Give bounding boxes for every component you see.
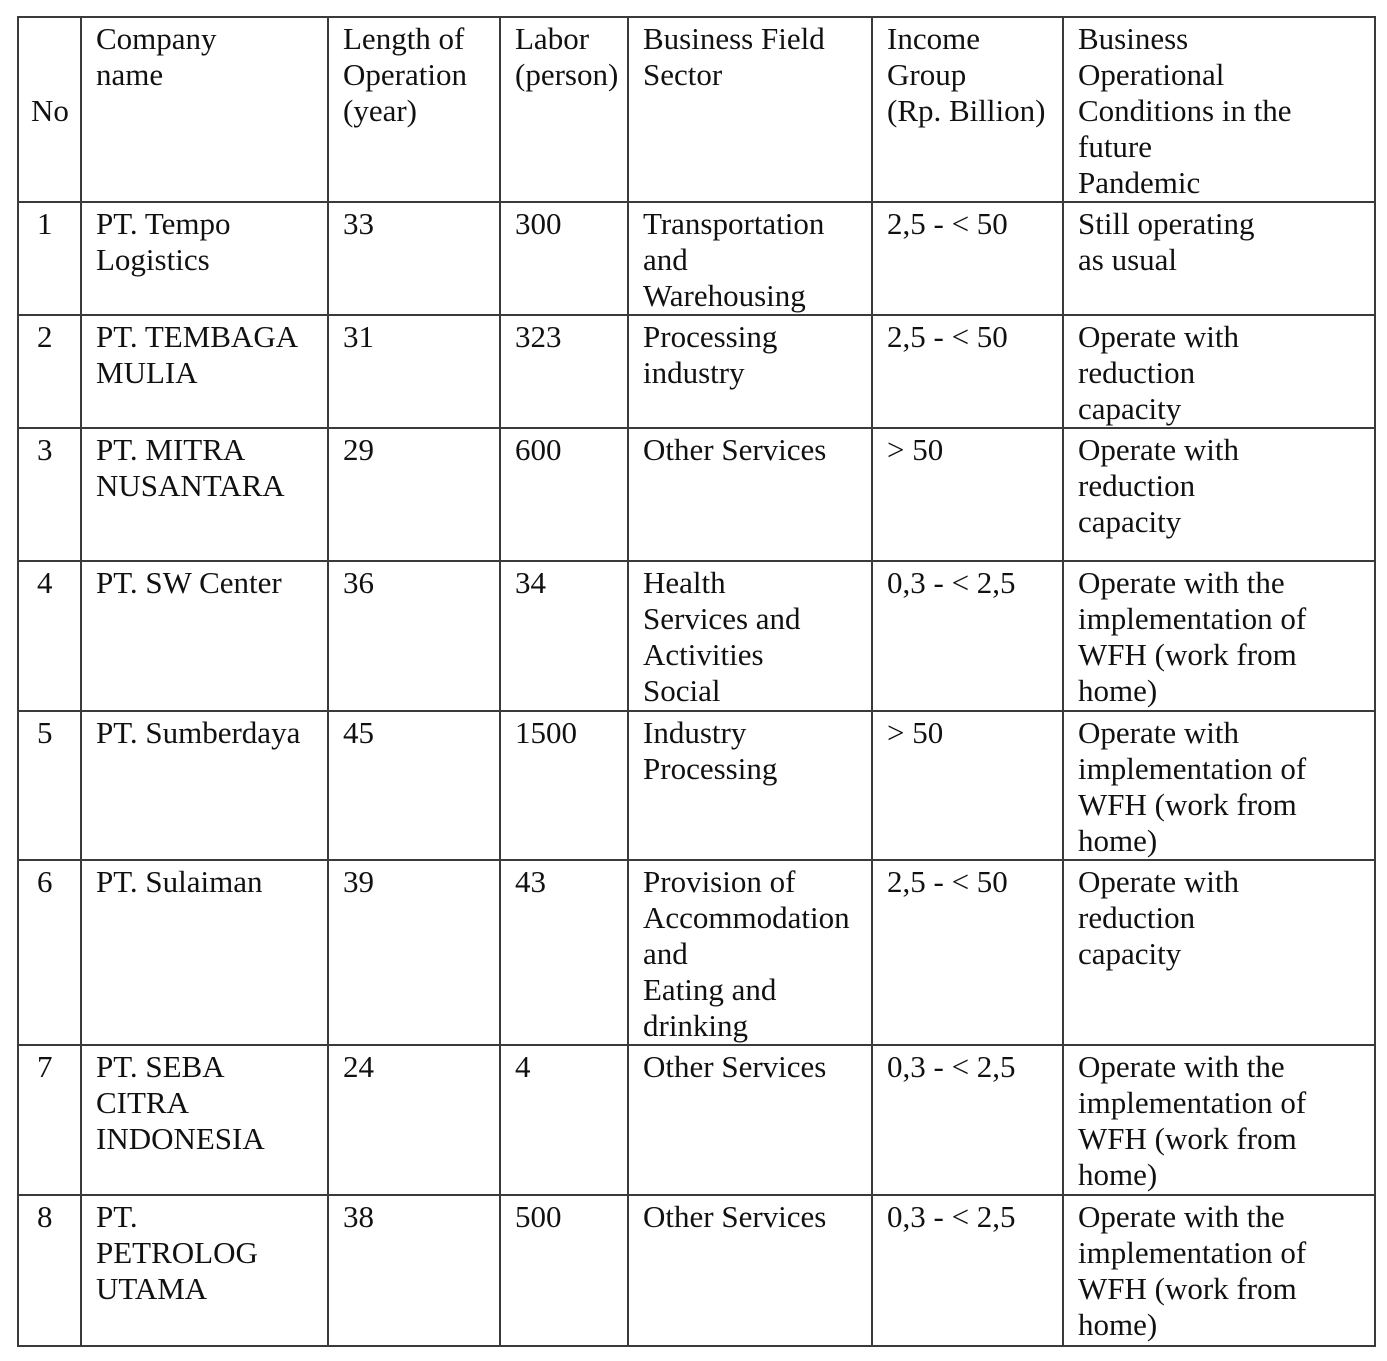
table-row <box>18 1045 1375 1195</box>
table-row <box>18 202 1375 315</box>
header-company-name: Company name <box>81 17 328 202</box>
table-row <box>18 1195 1375 1346</box>
cell-income-group: > 50 <box>872 711 1063 860</box>
header-length-of-operation: Length of Operation (year) <box>328 17 500 202</box>
cell-operational-condition: Operate with the implementation of WFH (work from home) <box>1063 1045 1375 1195</box>
cell-no: 3 <box>18 428 81 561</box>
cell-no: 4 <box>18 561 81 711</box>
cell-company-name: PT. SW Center <box>81 561 328 711</box>
cell-operational-condition: Operate with reduction capacity <box>1063 428 1375 561</box>
cell-income-group: 2,5 - < 50 <box>872 860 1063 1045</box>
cell-length-of-operation: 31 <box>328 315 500 428</box>
cell-company-name: PT. MITRA NUSANTARA <box>81 428 328 561</box>
cell-operational-condition: Operate with implementation of WFH (work from home) <box>1063 711 1375 860</box>
cell-business-sector: Transportation and Warehousing <box>628 202 872 315</box>
header-operational-conditions: Business Operational Conditions in the future Pandemic <box>1063 17 1375 202</box>
cell-operational-condition: Operate with the implementation of WFH (work from home) <box>1063 1195 1375 1346</box>
cell-business-sector: Other Services <box>628 428 872 561</box>
cell-no: 7 <box>18 1045 81 1195</box>
cell-length-of-operation: 24 <box>328 1045 500 1195</box>
company-table <box>17 16 1376 1347</box>
cell-company-name: PT. SEBA CITRA INDONESIA <box>81 1045 328 1195</box>
cell-labor: 500 <box>500 1195 628 1346</box>
cell-labor: 600 <box>500 428 628 561</box>
cell-income-group: 2,5 - < 50 <box>872 315 1063 428</box>
cell-company-name: PT. PETROLOG UTAMA <box>81 1195 328 1346</box>
table-row <box>18 315 1375 428</box>
cell-business-sector: Processing industry <box>628 315 872 428</box>
cell-labor: 43 <box>500 860 628 1045</box>
cell-no: 2 <box>18 315 81 428</box>
cell-income-group: 0,3 - < 2,5 <box>872 561 1063 711</box>
table-row <box>18 711 1375 860</box>
cell-labor: 1500 <box>500 711 628 860</box>
table-row <box>18 561 1375 711</box>
cell-business-sector: Health Services and Activities Social <box>628 561 872 711</box>
cell-company-name: PT. Sulaiman <box>81 860 328 1045</box>
cell-no: 8 <box>18 1195 81 1346</box>
header-business-field-sector: Business Field Sector <box>628 17 872 202</box>
cell-labor: 4 <box>500 1045 628 1195</box>
cell-company-name: PT. Tempo Logistics <box>81 202 328 315</box>
cell-company-name: PT. Sumberdaya <box>81 711 328 860</box>
cell-income-group: 0,3 - < 2,5 <box>872 1195 1063 1346</box>
cell-income-group: 2,5 - < 50 <box>872 202 1063 315</box>
cell-operational-condition: Operate with reduction capacity <box>1063 315 1375 428</box>
header-row <box>18 17 1375 202</box>
header-income-group: Income Group (Rp. Billion) <box>872 17 1063 202</box>
cell-income-group: > 50 <box>872 428 1063 561</box>
header-labor: Labor (person) <box>500 17 628 202</box>
cell-operational-condition: Still operating as usual <box>1063 202 1375 315</box>
cell-labor: 34 <box>500 561 628 711</box>
cell-company-name: PT. TEMBAGA MULIA <box>81 315 328 428</box>
cell-business-sector: Industry Processing <box>628 711 872 860</box>
cell-income-group: 0,3 - < 2,5 <box>872 1045 1063 1195</box>
cell-business-sector: Other Services <box>628 1045 872 1195</box>
table-row <box>18 428 1375 561</box>
cell-business-sector: Other Services <box>628 1195 872 1346</box>
cell-length-of-operation: 38 <box>328 1195 500 1346</box>
cell-length-of-operation: 36 <box>328 561 500 711</box>
cell-no: 5 <box>18 711 81 860</box>
cell-length-of-operation: 33 <box>328 202 500 315</box>
cell-no: 1 <box>18 202 81 315</box>
cell-length-of-operation: 45 <box>328 711 500 860</box>
cell-length-of-operation: 39 <box>328 860 500 1045</box>
header-no: No <box>18 17 81 202</box>
cell-labor: 323 <box>500 315 628 428</box>
cell-length-of-operation: 29 <box>328 428 500 561</box>
cell-no: 6 <box>18 860 81 1045</box>
cell-operational-condition: Operate with reduction capacity <box>1063 860 1375 1045</box>
cell-labor: 300 <box>500 202 628 315</box>
cell-business-sector: Provision of Accommodation and Eating and drinking <box>628 860 872 1045</box>
table-row <box>18 860 1375 1045</box>
cell-operational-condition: Operate with the implementation of WFH (work from home) <box>1063 561 1375 711</box>
